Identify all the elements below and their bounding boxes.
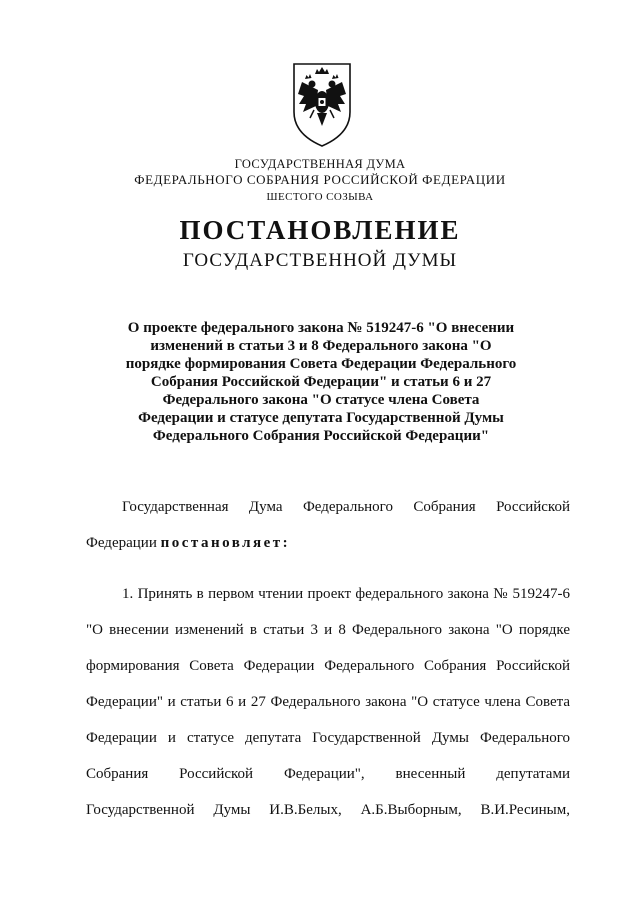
subject-line: Федерации и статусе депутата Государственной Думы	[138, 410, 504, 426]
preamble-line: Государственная Дума Федерального Собрания Российской	[122, 499, 570, 515]
convocation: ШЕСТОГО СОЗЫВА	[266, 191, 374, 203]
item-line: "О внесении изменений в статьи 3 и 8 Федерального закона "О порядке	[86, 622, 570, 638]
preamble-text: Федерации	[86, 535, 161, 551]
issuer-title: ГОСУДАРСТВЕННОЙ ДУМЫ	[182, 250, 458, 271]
item-line: 1. Принять в первом чтении проект федерального закона № 519247-6	[122, 586, 570, 602]
item-line: Государственной Думы И.В.Белых, А.Б.Выборным, В.И.Ресиным,	[86, 802, 570, 818]
item-1-paragraph	[86, 576, 570, 828]
org-name-line1: ГОСУДАРСТВЕННАЯ ДУМА	[234, 157, 406, 171]
subject-line: порядке формирования Совета Федерации Федерального	[125, 356, 517, 372]
subject-line: Собрания Российской Федерации" и статьи 6 и 27	[150, 374, 492, 390]
item-line: Федерации" и статьи 6 и 27 Федерального закона "О статусе члена Совета	[86, 694, 570, 710]
preamble-action: постановляет:	[160, 535, 291, 551]
preamble-paragraph	[86, 489, 570, 561]
document-type-title: ПОСТАНОВЛЕНИЕ	[179, 215, 461, 245]
subject-line: О проекте федерального закона № 519247-6 "О внесении	[127, 320, 515, 336]
subject-line: Федерального закона "О статусе члена Совета	[162, 392, 480, 408]
preamble-line	[86, 525, 570, 561]
item-line: Федерации и статусе депутата Государственной Думы Федерального	[86, 730, 570, 746]
coat-of-arms-icon	[288, 60, 356, 148]
subject-line: Федерального Собрания Российской Федерации"	[152, 428, 490, 444]
item-line: формирования Совета Федерации Федерального Собрания Российской	[86, 658, 570, 674]
document-subject	[120, 319, 522, 445]
subject-line: изменений в статьи 3 и 8 Федерального закона "О	[150, 338, 492, 354]
org-name-line2: ФЕДЕРАЛЬНОГО СОБРАНИЯ РОССИЙСКОЙ ФЕДЕРАЦИИ	[134, 172, 506, 187]
item-line: Собрания Российской Федерации", внесенный депутатами	[86, 766, 570, 782]
